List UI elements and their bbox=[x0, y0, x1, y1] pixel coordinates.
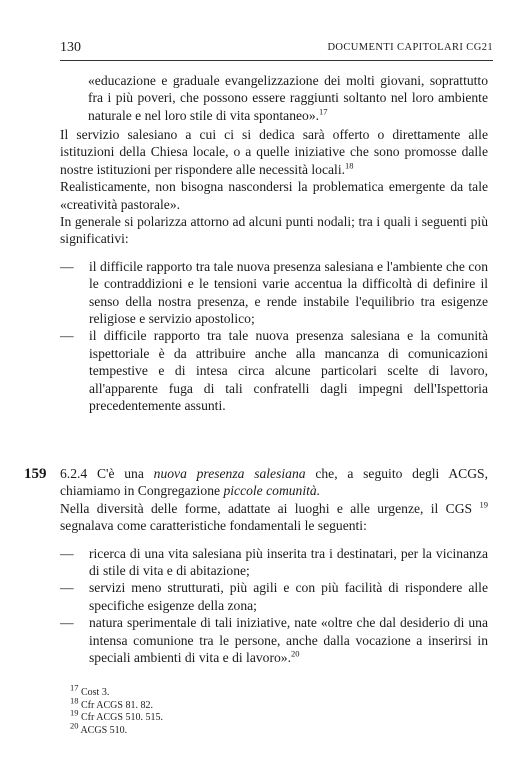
diversity-end-text: segnalava come caratteristiche fondamentali le seguenti: bbox=[60, 518, 367, 534]
page-number: 130 bbox=[60, 40, 81, 55]
list-item bbox=[60, 579, 488, 614]
diversity-text: Nella diversità delle forme, adattate ai luoghi e alle urgenze, il CGS bbox=[60, 500, 473, 516]
list-item bbox=[60, 545, 488, 580]
footnote-number: 18 bbox=[70, 695, 79, 706]
paragraph-section-lead bbox=[60, 465, 488, 500]
list-problems bbox=[60, 258, 488, 415]
margin-number: 159 bbox=[24, 466, 47, 482]
emphasis-small-communities: piccole comunità. bbox=[223, 483, 321, 499]
footnote-ref-18: 18 bbox=[345, 160, 354, 171]
dash-marker: — bbox=[60, 328, 74, 344]
list-item-text: servizi meno strutturati, più agili e con più facilità di rispondere alle specifiche esigenze della zona; bbox=[89, 580, 488, 613]
list-item bbox=[60, 614, 488, 666]
footnote-ref-17: 17 bbox=[319, 106, 328, 117]
section-text bbox=[60, 465, 488, 666]
quote-text: «educazione e graduale evangelizzazione dei molti giovani, soprattutto fra i più poveri, che possono essere raggiunti soltanto nel loro ambiente naturale e nel loro stile di vita spontaneo». bbox=[88, 73, 488, 123]
footnotes bbox=[70, 682, 163, 737]
footnote-text: Cfr ACGS 81. 82. bbox=[81, 699, 153, 711]
footnote-number: 17 bbox=[70, 682, 79, 693]
footnote bbox=[70, 682, 163, 700]
footnote-ref-19: 19 bbox=[479, 499, 488, 510]
footnote bbox=[70, 720, 163, 738]
list-item-text: ricerca di una vita salesiana più inserita tra i destinatari, per la vicinanza di stile di vita e di abitazione; bbox=[89, 545, 488, 579]
paragraph-diversity bbox=[60, 500, 488, 535]
list-item-text: il difficile rapporto tra tale nuova presenza salesiana e l'ambiente che con le contraddizioni e le tensioni varie accentua la difficoltà di definire il senso della nostra presenza, e rende instabile l'equilibrio tra esigenze religiose e servizio apostolico; bbox=[89, 258, 488, 327]
footnote-text: ACGS 510. bbox=[80, 724, 128, 736]
list-item bbox=[60, 258, 488, 328]
body-text bbox=[60, 126, 488, 415]
footnote-ref-20: 20 bbox=[290, 648, 300, 659]
list-item-text: il difficile rapporto tra tale nuova presenza salesiana e la comunità ispettoriale è da attribuire anche alla mancanza di comunicazioni tempestive e di intesa circa alcune particolari scelte di lavoro, all'apparente fuga di tali confratelli dagli impegni dell'Ispettoria precedentemente assunti. bbox=[89, 328, 488, 414]
emphasis-new-presence: nuova presenza salesiana bbox=[153, 466, 306, 481]
page-header bbox=[60, 40, 493, 61]
section-mid-text: che, a seguito degli ACGS, chiamiamo in Congregazione bbox=[60, 466, 489, 499]
running-head: DOCUMENTI CAPITOLARI CG21 bbox=[327, 42, 493, 53]
paragraph-service-text: Il servizio salesiano a cui ci si dedica sarà offerto o direttamente alle istituzioni della Chiesa locale, o a quelle iniziative che sono promosse dalle nostre istituzioni per rispondere alle necessità locali. bbox=[60, 127, 488, 177]
dash-marker: — bbox=[60, 545, 74, 561]
list-characteristics bbox=[60, 545, 488, 667]
footnote-number: 19 bbox=[70, 707, 79, 718]
paragraph-general: In generale si polarizza attorno ad alcuni punti nodali; tra i quali i seguenti più significativi: bbox=[60, 214, 488, 247]
footnote-text: Cfr ACGS 510. 515. bbox=[81, 712, 163, 723]
footnote bbox=[70, 707, 163, 725]
footnote bbox=[70, 695, 163, 713]
dash-marker: — bbox=[60, 615, 74, 631]
paragraph-service bbox=[60, 126, 488, 178]
footnote-number: 20 bbox=[70, 720, 79, 731]
footnote-text: Cost 3. bbox=[81, 687, 110, 698]
paragraph-realism: Realisticamente, non bisogna nascondersi la problematica emergente da tale «creatività pastorale». bbox=[60, 179, 488, 212]
dash-marker: — bbox=[60, 258, 74, 274]
dash-marker: — bbox=[60, 580, 74, 596]
block-quote bbox=[88, 72, 488, 124]
list-item bbox=[60, 327, 488, 414]
list-item-text: natura sperimentale di tali iniziative, nate «oltre che dal desiderio di una intensa comunione tra le persone, anche dalla vocazione a inserirsi in speciali ambienti di vita e di lavoro». bbox=[89, 615, 488, 666]
section-lead-text: 6.2.4 C'è una bbox=[60, 466, 144, 481]
